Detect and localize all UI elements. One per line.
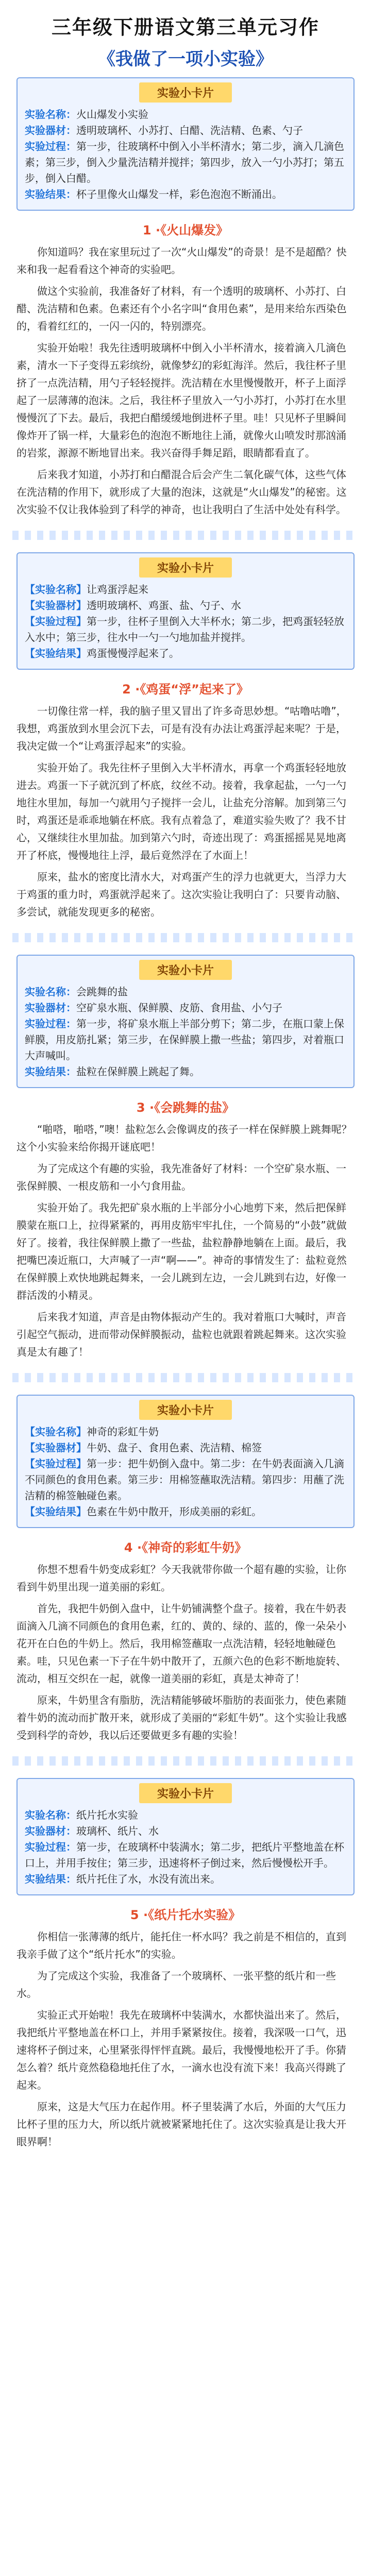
card-row <box>25 1823 346 1839</box>
card-row-key: 实验结果： <box>25 188 76 200</box>
card-row-key: 实验器材： <box>25 1825 76 1837</box>
essay-paragraph: 做这个实验前，我准备好了材料，有一个透明的玻璃杯、小苏打、白醋、洗洁精和色素。色素还有个小名字叫“食用色素”，是用来给东西染色的，看着红红的，一闪一闪的，特别漂亮。 <box>16 285 347 332</box>
card-row-value: 透明玻璃杯、鸡蛋、盐、勺子、水 <box>87 599 241 612</box>
sections-container <box>0 77 371 2150</box>
essay-paragraph: 为了完成这个实验，我准备了一个玻璃杯、一张平整的纸片和一些水。 <box>16 1970 336 1999</box>
card-row-key: 实验过程： <box>25 1841 76 1853</box>
card-row-value: 第一步，往玻璃杯中倒入小半杯清水；第二步，滴入几滴色素；第三步，倒入少量洗洁精并搅拌；第四步，放入一勺小苏打；第五步，倒入白醋。 <box>25 140 344 184</box>
card-row-key: 【实验名称】 <box>25 583 87 596</box>
card-row-key: 实验过程： <box>25 140 76 152</box>
essay-paragraph: 后来我才知道，小苏打和白醋混合后会产生二氧化碳气体，这些气体在洗洁精的作用下，就形成了大量的泡沫，这就是“火山爆发”的秘密。这次实验不仅让我体验到了科学的神奇，也让我明白了生活中处处有科学。 <box>16 468 347 516</box>
card-row-value: 第一步：把牛奶倒入盘中。第二步：在牛奶表面滴入几滴不同颜色的食用色素。第三步：用棉签蘸取洗洁精。第四步：用蘸了洗洁精的棉签触碰色素。 <box>25 1458 344 1502</box>
card-row-value: 火山爆发小实验 <box>76 108 148 121</box>
card-row-key: 实验结果： <box>25 1873 76 1885</box>
essay-title: 3 ·《会跳舞的盐》 <box>136 1100 235 1115</box>
card-row-key: 实验名称： <box>25 1809 76 1821</box>
essay-title: 5 ·《纸片托水实验》 <box>130 1908 241 1922</box>
essay-paragraph: 首先，我把牛奶倒入盘中，让牛奶铺满整个盘子。接着，我在牛奶表面滴入几滴不同颜色的食用色素，红的、黄的、绿的、蓝的，像一朵朵小花开在白色的牛奶上。然后，我用棉签蘸取一点洗洁精，轻轻地触碰色素。哇，只见色素一下子在牛奶中散开了，五颜六色的色彩不断地旋转、流动，相互交织在一起，就像一道美丽的彩虹，真是太神奇了！ <box>16 1602 346 1685</box>
card-row-value: 会跳舞的盐 <box>76 986 128 998</box>
card-row-key: 实验器材： <box>25 1002 76 1014</box>
essay-paragraph: 原来，牛奶里含有脂肪，洗洁精能够破坏脂肪的表面张力，使色素随着牛奶的流动而扩散开来，就形成了美丽的“彩虹牛奶”。这个实验让我感受到科学的奇妙，我以后还要做更多有趣的实验！ <box>16 1694 347 1741</box>
card-row-key: 实验过程： <box>25 1018 76 1030</box>
experiment-card <box>16 955 355 1088</box>
card-row <box>25 1807 346 1823</box>
card-row <box>25 1064 346 1080</box>
card-title: 实验小卡片 <box>139 557 232 578</box>
essay-title: 1 ·《火山爆发》 <box>142 223 229 238</box>
card-row-key: 实验器材： <box>25 124 76 137</box>
card-row <box>25 1016 346 1064</box>
experiment-section <box>12 77 359 540</box>
experiment-card <box>16 1395 355 1528</box>
card-row <box>25 107 346 123</box>
card-row-value: 透明玻璃杯、小苏打、白醋、洗洁精、色素、勺子 <box>76 124 303 137</box>
card-row-value: 色素在牛奶中散开，形成美丽的彩虹。 <box>87 1505 262 1518</box>
essay-paragraph: 实验正式开始啦！我先在玻璃杯中装满水，水都快溢出来了。然后，我把纸片平整地盖在杯口上，并用手紧紧按住。接着，我深吸一口气，迅速将杯子倒过来，心里紧张得怦怦直跳。最后，我慢慢地松开了手。你猜怎么着？纸片竟然稳稳地托住了水，一滴水也没有流下来！我高兴得跳了起来。 <box>16 2009 346 2091</box>
card-row <box>25 582 346 598</box>
section-divider <box>12 933 359 942</box>
section-divider <box>12 531 359 540</box>
card-row-key: 【实验结果】 <box>25 1505 87 1518</box>
page-title: 三年级下册语文第三单元习作 <box>51 16 319 39</box>
page-header <box>0 0 371 77</box>
card-row-value: 盐粒在保鲜膜上跳起了舞。 <box>76 1065 200 1078</box>
card-title: 实验小卡片 <box>139 1783 232 1803</box>
experiment-section <box>12 1395 359 1766</box>
experiment-card <box>16 77 355 211</box>
essay-paragraph: 后来我才知道，声音是由物体振动产生的。我对着瓶口大喊时，声音引起空气振动，进而带动保鲜膜振动，盐粒也就跟着跳起舞来。这次实验真是太有趣了！ <box>16 1311 346 1358</box>
card-row <box>25 1504 346 1520</box>
section-divider <box>12 1756 359 1766</box>
card-row <box>25 1440 346 1456</box>
card-row-value: 杯子里像火山爆发一样，彩色泡泡不断涌出。 <box>76 188 282 200</box>
card-title: 实验小卡片 <box>139 82 232 103</box>
card-row <box>25 1871 346 1887</box>
page-subtitle: 《我做了一项小实验》 <box>98 49 273 70</box>
essay-paragraph: “啪嗒，啪嗒，”噢！盐粒怎么会像调皮的孩子一样在保鲜膜上跳舞呢？这个小实验来给你揭开谜底吧！ <box>16 1123 352 1153</box>
card-row-key: 实验结果： <box>25 1065 76 1078</box>
card-row <box>25 598 346 614</box>
essay-paragraph: 实验开始了。我先往杯子里倒入大半杯清水，再拿一个鸡蛋轻轻地放进去。鸡蛋一下子就沉到了杯底，纹丝不动。接着，我拿起盐，一勺一勺地往水里加，每加一勺就用勺子搅拌一会儿，让盐充分溶解。加到第三勺时，鸡蛋还是乖乖地躺在杯底。我有点着急了，难道实验失败了？我不甘心，又继续往水里加盐。加到第六勺时，奇迹出现了：鸡蛋摇摇晃晃地离开了杯底，慢慢地往上浮，最后竟然浮在了水面上！ <box>16 761 346 861</box>
card-title: 实验小卡片 <box>139 1400 232 1420</box>
card-row <box>25 984 346 1000</box>
card-row-key: 实验名称： <box>25 108 76 121</box>
card-row-value: 神奇的彩虹牛奶 <box>87 1426 159 1438</box>
card-row-value: 纸片托水实验 <box>76 1809 138 1821</box>
essay-paragraph: 一切像往常一样，我的脑子里又冒出了许多奇思妙想。“咕噜咕噜”，我想，鸡蛋放到水里会沉下去，可是有没有办法让鸡蛋浮起来呢？于是，我决定做一个“让鸡蛋浮起来”的实验。 <box>16 705 347 752</box>
card-row <box>25 1424 346 1440</box>
card-row-value: 第一步，往杯子里倒入大半杯水；第二步，把鸡蛋轻轻放入水中；第三步，往水中一勺一勺地加盐并搅拌。 <box>25 615 344 643</box>
essay-paragraph: 你知道吗？我在家里玩过了一次“火山爆发”的奇景！是不是超酷？快来和我一起看看这个神奇的实验吧。 <box>16 246 347 276</box>
card-row <box>25 614 346 646</box>
essay-paragraph: 实验开始了。我先把矿泉水瓶的上半部分小心地剪下来，然后把保鲜膜蒙在瓶口上，拉得紧紧的，再用皮筋牢牢扎住，一个简易的“小鼓”就做好了。接着，我往保鲜膜上撒了一些盐，盐粒静静地躺在上面。最后，我把嘴巴凑近瓶口，大声喊了一声“啊——”。神奇的事情发生了：盐粒竟然在保鲜膜上欢快地跳起舞来，一会儿跳到左边，一会儿跳到右边，好像一群活泼的小精灵。 <box>16 1201 347 1301</box>
card-row-value: 第一步，在玻璃杯中装满水；第二步，把纸片平整地盖在杯口上，并用手按住；第三步，迅速将杯子倒过来，然后慢慢松开手。 <box>25 1841 344 1869</box>
card-row-key: 【实验过程】 <box>25 615 87 628</box>
experiment-section <box>12 955 359 1382</box>
essay-paragraph: 为了完成这个有趣的实验，我先准备好了材料：一个空矿泉水瓶、一张保鲜膜、一根皮筋和一小勺食用盐。 <box>16 1162 346 1192</box>
card-row-value: 纸片托住了水，水没有流出来。 <box>76 1873 221 1885</box>
experiment-card <box>16 1778 355 1895</box>
card-row-key: 【实验器材】 <box>25 1442 87 1454</box>
card-row-value: 鸡蛋慢慢浮起来了。 <box>87 647 179 659</box>
essay-paragraph: 你相信一张薄薄的纸片，能托住一杯水吗？我之前是不相信的，直到我亲手做了这个“纸片托水”的实验。 <box>16 1930 346 1960</box>
essay-paragraph: 原来，这是大气压力在起作用。杯子里装满了水后，外面的大气压力比杯子里的压力大，所以纸片就被紧紧地托住了。这次实验真是让我大开眼界啊！ <box>16 2100 346 2148</box>
card-row <box>25 1000 346 1016</box>
experiment-section <box>12 552 359 942</box>
card-row-key: 【实验器材】 <box>25 599 87 612</box>
essay-paragraph: 你想不想看牛奶变成彩虹？今天我就带你做一个超有趣的实验，让你看到牛奶里出现一道美丽的彩虹。 <box>16 1563 346 1593</box>
card-row-key: 【实验结果】 <box>25 647 87 659</box>
essay-title: 4 ·《神奇的彩虹牛奶》 <box>124 1540 247 1555</box>
essay-paragraph: 原来，盐水的密度比清水大，对鸡蛋产生的浮力也就更大，当浮力大于鸡蛋的重力时，鸡蛋就浮起来了。这次实验让我明白了：只要肯动脑、多尝试，就能发现更多的秘密。 <box>16 871 346 918</box>
section-divider <box>12 1373 359 1382</box>
card-row-value: 牛奶、盘子、食用色素、洗洁精、棉签 <box>87 1442 262 1454</box>
card-row-key: 【实验过程】 <box>25 1458 87 1470</box>
card-row <box>25 187 346 202</box>
card-row-value: 空矿泉水瓶、保鲜膜、皮筋、食用盐、小勺子 <box>76 1002 282 1014</box>
card-title: 实验小卡片 <box>139 960 232 980</box>
essay-title: 2 ·《鸡蛋“浮”起来了》 <box>122 682 249 697</box>
experiment-card <box>16 552 355 670</box>
card-row-key: 实验名称： <box>25 986 76 998</box>
card-row <box>25 646 346 662</box>
card-row <box>25 123 346 139</box>
card-row <box>25 139 346 187</box>
experiment-section <box>12 1778 359 2150</box>
card-row-key: 【实验名称】 <box>25 1426 87 1438</box>
card-row-value: 第一步，将矿泉水瓶上半部分剪下；第二步，在瓶口蒙上保鲜膜，用皮筋扎紧；第三步，在保鲜膜上撒一些盐；第四步，对着瓶口大声喊叫。 <box>25 1018 344 1062</box>
card-row <box>25 1839 346 1871</box>
card-row <box>25 1456 346 1504</box>
essay-paragraph: 实验开始啦！我先往透明玻璃杯中倒入小半杯清水，接着滴入几滴色素，清水一下子变得五彩缤纷，就像梦幻的彩虹海洋。然后，我往杯子里挤了一点洗洁精，用勺子轻轻搅拌。洗洁精在水里慢慢散开，杯子上面浮起了一层薄薄的泡沫。之后，我往杯子里放入一勺小苏打，小苏打在水里慢慢沉了下去。最后，我把白醋缓缓地倒进杯子里。哇！只见杯子里瞬间像炸开了锅一样，大量彩色的泡泡不断地往上涌，就像火山喷发时那汹涌的岩浆，源源不断地冒出来。我兴奋得手舞足蹈，眼睛都看直了。 <box>16 342 346 459</box>
card-row-value: 玻璃杯、纸片、水 <box>76 1825 159 1837</box>
card-row-value: 让鸡蛋浮起来 <box>87 583 148 596</box>
